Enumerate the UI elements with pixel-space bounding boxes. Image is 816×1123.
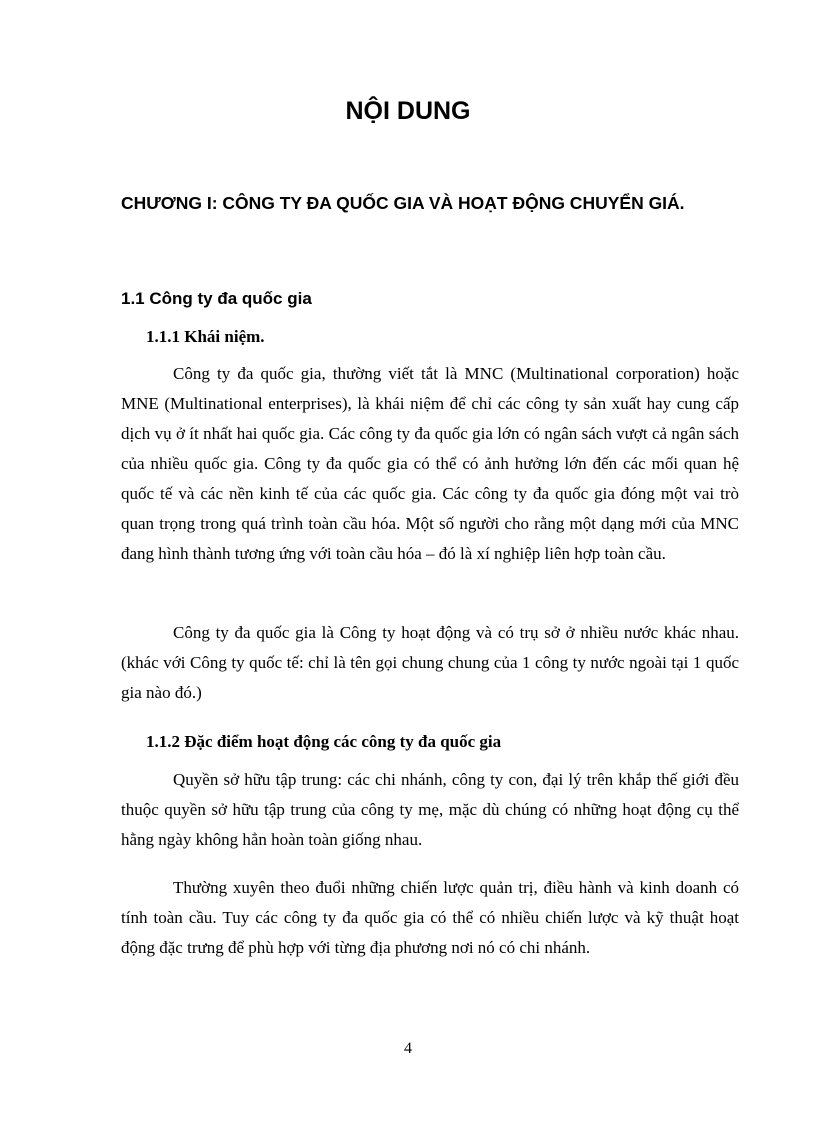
- page-number: 4: [404, 1040, 412, 1057]
- paragraph-centralized-ownership: Quyền sở hữu tập trung: các chi nhánh, công ty con, đại lý trên khắp thế giới đều thuộc quyền sở hữu tập trung của công ty mẹ, mặc dù chúng có những hoạt động cụ thể hằng ngày không hẳn hoàn toàn giống nhau.: [121, 770, 739, 849]
- chapter-title: CHƯƠNG I: CÔNG TY ĐA QUỐC GIA VÀ HOẠT ĐỘNG CHUYỂN GIÁ.: [121, 193, 685, 213]
- paragraph-global-strategy: Thường xuyên theo đuổi những chiến lược quản trị, điều hành và kinh doanh có tính toàn cầu. Tuy các công ty đa quốc gia có thể có nhiều chiến lược và kỹ thuật hoạt động đặc trưng để phù hợp với từng địa phương nơi nó có chi nhánh.: [121, 878, 739, 957]
- paragraph-mnc-definition: Công ty đa quốc gia, thường viết tắt là MNC (Multinational corporation) hoặc MNE (Multinational enterprises), là khái niệm để chỉ các công ty sản xuất hay cung cấp dịch vụ ở ít nhất hai quốc gia. Các công ty đa quốc gia lớn có ngân sách vượt cả ngân sách của nhiều quốc gia. Công ty đa quốc gia có thể có ảnh hưởng lớn đến các mối quan hệ quốc tế và các nền kinh tế của các quốc gia. Các công ty đa quốc gia đóng một vai trò quan trọng trong quá trình toàn cầu hóa. Một số người cho rằng một dạng mới của MNC đang hình thành tương ứng với toàn cầu hóa – đó là xí nghiệp liên hợp toàn cầu.: [121, 364, 739, 563]
- subsection-heading-1-1-2: 1.1.2 Đặc điểm hoạt động các công ty đa quốc gia: [146, 732, 502, 751]
- subsection-heading-1-1-1: 1.1.1 Khái niệm.: [146, 327, 265, 346]
- section-heading-1-1: 1.1 Công ty đa quốc gia: [121, 289, 312, 308]
- page-title: NỘI DUNG: [345, 97, 471, 125]
- paragraph-mnc-vs-international: Công ty đa quốc gia là Công ty hoạt động và có trụ sở ở nhiều nước khác nhau. (khác với Công ty quốc tế: chỉ là tên gọi chung chung của 1 công ty nước ngoài tại 1 quốc gia nào đó.): [121, 623, 739, 702]
